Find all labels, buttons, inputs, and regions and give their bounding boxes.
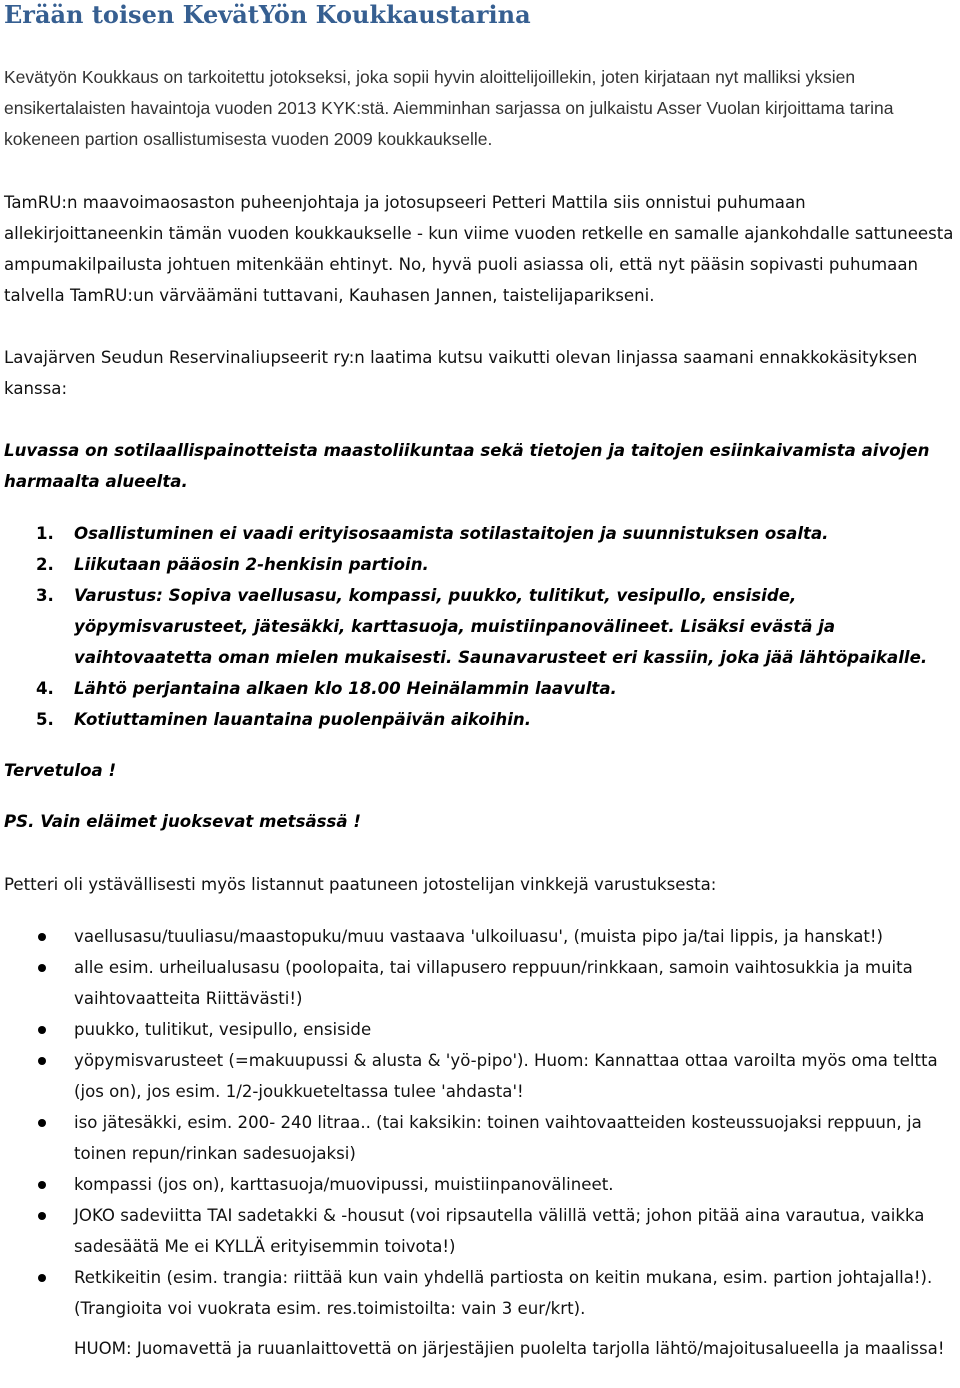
bullet-list-item <box>0 1200 960 1262</box>
list-item-text: iso jätesäkki, esim. 200- 240 litraa.. (tai kaksikin: toinen vaihtovaatteiden kosteussuojaksi reppuun, ja toinen repun/rinkan sadesuojaksi) <box>74 1113 922 1163</box>
list-number: 5. <box>36 710 54 729</box>
list-item-text: Retkikeitin (esim. trangia: riittää kun vain yhdellä partiosta on keitin mukana, esim. partion johtajalla!). (Trangioita voi vuokrata esim. res.toimistoilta: vain 3 eur/krt). <box>74 1268 933 1318</box>
bullet-icon <box>38 1057 46 1065</box>
bullet-icon <box>38 1119 46 1127</box>
list-item-text: kompassi (jos on), karttasuoja/muovipussi, muistiinpanovälineet. <box>74 1175 614 1194</box>
bullet-list-item <box>0 952 960 1014</box>
water-note: HUOM: Juomavettä ja ruuanlaittovettä on järjestäjien puolelta tarjolla lähtö/majoitusalueella ja maalissa! <box>74 1339 945 1358</box>
list-item-text: Varustus: Sopiva vaellusasu, kompassi, puukko, tulitikut, vesipullo, ensiside, yöpymisvarusteet, jätesäkki, karttasuoja, muistiinpanovälineet. Lisäksi evästä ja vaihtovaatetta oman mielen mukaisesti. Saunavarusteet eri kassiin, joka jää lähtöpaikalle. <box>74 586 928 667</box>
bullet-list-item <box>0 1262 960 1324</box>
bullet-icon <box>38 1026 46 1034</box>
bullet-icon <box>38 1274 46 1282</box>
numbered-list-item <box>0 549 955 580</box>
equipment-bullet-list <box>0 921 960 1324</box>
welcome-text: Tervetuloa ! <box>4 761 117 780</box>
tips-intro-paragraph: Petteri oli ystävällisesti myös listannut paatuneen jotostelijan vinkkejä varustuksesta: <box>4 875 717 894</box>
bullet-icon <box>38 1181 46 1189</box>
list-item-text: vaellusasu/tuuliasu/maastopuku/muu vastaava 'ulkoiluasu', (muista pipo ja/tai lippis, ja hanskat!) <box>74 927 884 946</box>
bullet-icon <box>38 933 46 941</box>
bullet-list-item <box>0 921 960 952</box>
list-number: 4. <box>36 679 54 698</box>
numbered-list-item <box>0 580 955 673</box>
invite-quote: Luvassa on sotilaallispainotteista maastoliikuntaa sekä tietojen ja taitojen esiinkaivamista aivojen harmaalta alueelta. <box>4 441 930 491</box>
list-item-text: alle esim. urheilualusasu (poolopaita, tai villapusero reppuun/rinkkaan, samoin vaihtosukkia ja muita vaihtovaatteita Riittävästi!) <box>74 958 913 1008</box>
list-item-text: yöpymisvarusteet (=makuupussi & alusta & 'yö-pipo'). Huom: Kannattaa ottaa varoilta myös oma teltta (jos on), jos esim. 1/2-joukkueteltassa tulee 'ahdasta'! <box>74 1051 938 1101</box>
tamru-paragraph: TamRU:n maavoimaosaston puheenjohtaja ja jotosupseeri Petteri Mattila siis onnistui puhumaan allekirjoittaneenkin tämän vuoden koukkaukselle - kun viime vuoden retkelle en samalle ajankohdalle sattuneesta ampumakilpailusta johtuen mitenkään ehtinyt. No, hyvä puoli asiassa oli, että nyt pääsin sopivasti puhumaan talvella TamRU:un värväämäni tuttavani, Kauhasen Jannen, taistelijaparikseni. <box>4 193 954 305</box>
invite-paragraph: Lavajärven Seudun Reservinaliupseerit ry:n laatima kutsu vaikutti olevan linjassa saamani ennakkokäsityksen kanssa: <box>4 348 918 398</box>
intro-paragraph: Kevätyön Koukkaus on tarkoitettu jotokseksi, joka sopii hyvin aloittelijoillekin, joten kirjataan nyt malliksi yksien ensikertalaisten havaintoja vuoden 2013 KYK:stä. Aiemminhan sarjassa on julkaistu Asser Vuolan kirjoittama tarina kokeneen partion osallistumisesta vuoden 2009 koukkaukselle. <box>4 67 894 149</box>
list-number: 3. <box>36 586 54 605</box>
list-item-text: Lähtö perjantaina alkaen klo 18.00 Heinälammin laavulta. <box>74 679 617 698</box>
list-item-text: JOKO sadeviitta TAI sadetakki & -housut (voi ripsautella välillä vettä; johon pitää aina varautua, vaikka sadesäätä Me ei KYLLÄ erityisemmin toivota!) <box>74 1206 925 1256</box>
document-title: Erään toisen KevätYön Koukkaustarina <box>4 0 531 29</box>
invitation-numbered-list <box>0 518 955 735</box>
list-item-text: Osallistuminen ei vaadi erityisosaamista sotilastaitojen ja suunnistuksen osalta. <box>74 524 829 543</box>
list-number: 2. <box>36 555 54 574</box>
list-item-text: Liikutaan pääosin 2-henkisin partioin. <box>74 555 429 574</box>
bullet-list-item <box>0 1107 960 1169</box>
numbered-list-item <box>0 704 955 735</box>
numbered-list-item <box>0 518 955 549</box>
ps-text: PS. Vain eläimet juoksevat metsässä ! <box>4 812 361 831</box>
bullet-icon <box>38 1212 46 1220</box>
bullet-list-item <box>0 1169 960 1200</box>
bullet-list-item <box>0 1045 960 1107</box>
list-item-text: puukko, tulitikut, vesipullo, ensiside <box>74 1020 372 1039</box>
bullet-icon <box>38 964 46 972</box>
numbered-list-item <box>0 673 955 704</box>
list-item-text: Kotiuttaminen lauantaina puolenpäivän aikoihin. <box>74 710 532 729</box>
list-number: 1. <box>36 524 54 543</box>
bullet-list-item <box>0 1014 960 1045</box>
